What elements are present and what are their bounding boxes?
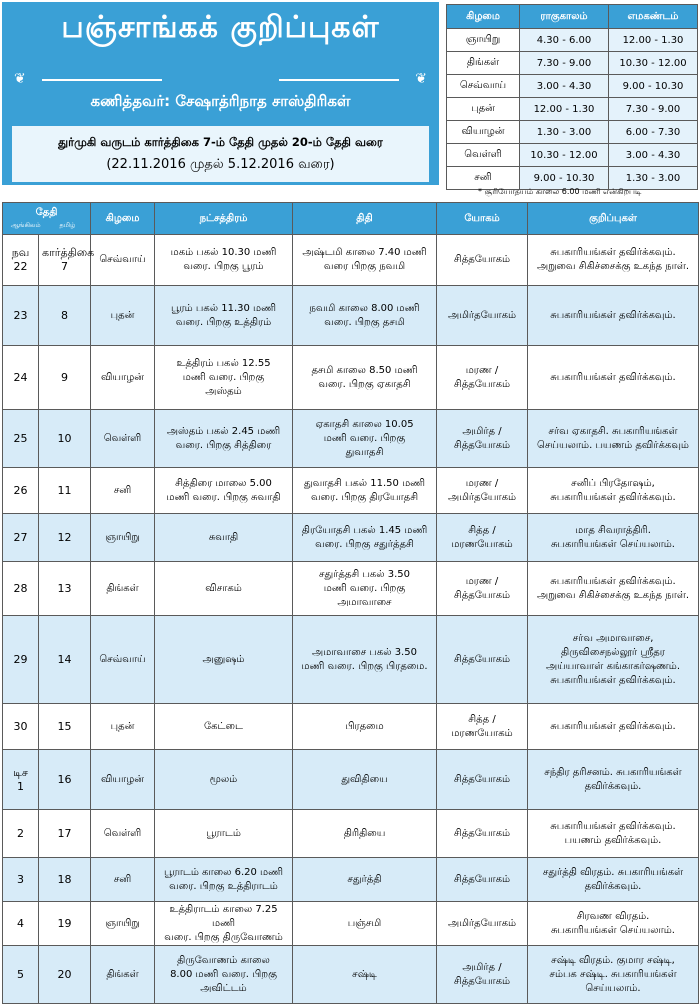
tithi-cell: அமாவாசை பகல் 3.50 மணி வரை. பிறகு பிரதமை. — [293, 616, 437, 704]
table-row — [447, 121, 698, 144]
day-cell: வியாழன் — [91, 750, 155, 810]
tithi-cell: நவமி காலை 8.00 மணி வரை. பிறகு தசமி — [293, 286, 437, 346]
english-date-cell: 29 — [3, 616, 39, 704]
ema-cell: 9.00 - 10.30 — [609, 75, 698, 98]
table-row — [447, 29, 698, 52]
table-row — [3, 616, 699, 704]
english-date-cell: 4 — [3, 902, 39, 946]
yogam-cell: அமிர்தயோகம் — [437, 902, 528, 946]
tamil-date-cell: 19 — [39, 902, 91, 946]
yogam-cell: அமிர்த / சித்தயோகம் — [437, 946, 528, 1004]
rahu-cell: 7.30 - 9.00 — [520, 52, 609, 75]
yogam-cell: மரண / அமிர்தயோகம் — [437, 468, 528, 514]
tamil-date-cell: 16 — [39, 750, 91, 810]
tamil-date-cell: 9 — [39, 346, 91, 410]
header-rahu: ராகுகாலம் — [520, 5, 609, 29]
english-date-cell: 28 — [3, 562, 39, 616]
tithi-cell: திரயோதசி பகல் 1.45 மணி வரை. பிறகு சதுர்த்தசி — [293, 514, 437, 562]
tithi-cell: துவாதசி பகல் 11.50 மணி வரை. பிறகு திரயோதசி — [293, 468, 437, 514]
english-date-cell: நவ 22 — [3, 235, 39, 286]
tithi-cell: சதுர்த்தி — [293, 858, 437, 902]
star-cell: அஸ்தம் பகல் 2.45 மணி வரை. பிறகு சித்திரை — [155, 410, 293, 468]
tamil-date-cell: 8 — [39, 286, 91, 346]
ema-cell: 10.30 - 12.00 — [609, 52, 698, 75]
notes-cell: சர்வ ஏகாதசி. சுபகாரியங்கள் செய்யலாம். பயணம் தவிர்க்கவும் — [528, 410, 699, 468]
tamil-date-cell: கார்த்திகை 7 — [39, 235, 91, 286]
table-row — [3, 286, 699, 346]
yogam-cell: சித்தயோகம் — [437, 235, 528, 286]
tithi-cell: துவிதியை — [293, 750, 437, 810]
day-cell: வியாழன் — [447, 121, 520, 144]
day-cell: வியாழன் — [91, 346, 155, 410]
rahu-cell: 1.30 - 3.00 — [520, 121, 609, 144]
date-range-box — [12, 126, 429, 182]
rahu-cell: 12.00 - 1.30 — [520, 98, 609, 121]
header-day: கிழமை — [91, 203, 155, 235]
tithi-cell: தசமி காலை 8.50 மணி வரை. பிறகு ஏகாதசி — [293, 346, 437, 410]
english-date-cell: 25 — [3, 410, 39, 468]
tamil-date-cell: 18 — [39, 858, 91, 902]
day-cell: சனி — [91, 468, 155, 514]
tamil-date-cell: 12 — [39, 514, 91, 562]
rahu-header-row — [447, 5, 698, 29]
yogam-cell: சித்த / மரணயோகம் — [437, 514, 528, 562]
english-date-cell: 26 — [3, 468, 39, 514]
header-notes: குறிப்புகள் — [528, 203, 699, 235]
flourish-right-icon: ❦ — [415, 71, 427, 87]
day-cell: திங்கள் — [91, 946, 155, 1004]
english-date-range: (22.11.2016 முதல் 5.12.2016 வரை) — [106, 157, 335, 172]
yogam-cell: அமிர்த / சித்தயோகம் — [437, 410, 528, 468]
header-date-ta: தமிழ் — [59, 221, 76, 229]
table-row — [3, 235, 699, 286]
divider — [279, 79, 399, 81]
tamil-date-cell: 20 — [39, 946, 91, 1004]
notes-cell: சுபகாரியங்கள் தவிர்க்கவும். — [528, 286, 699, 346]
notes-cell: சந்திர தரிசனம். சுபகாரியங்கள் தவிர்க்கவும். — [528, 750, 699, 810]
table-row — [3, 704, 699, 750]
tithi-cell: பிரதமை — [293, 704, 437, 750]
rahu-cell: 9.00 - 10.30 — [520, 167, 609, 190]
english-date-cell: 2 — [3, 810, 39, 858]
tamil-date-cell: 11 — [39, 468, 91, 514]
rahu-cell: 3.00 - 4.30 — [520, 75, 609, 98]
main-header-row — [3, 203, 699, 235]
notes-cell: சிரவண விரதம். சுபகாரியங்கள் செய்யலாம். — [528, 902, 699, 946]
yogam-cell: மரண / சித்தயோகம் — [437, 346, 528, 410]
header-date-label: தேதி — [35, 207, 58, 218]
star-cell: மூலம் — [155, 750, 293, 810]
star-cell: மகம் பகல் 10.30 மணி வரை. பிறகு பூரம் — [155, 235, 293, 286]
divider — [42, 79, 162, 81]
day-cell: ஞாயிறு — [447, 29, 520, 52]
yogam-cell: சித்த / மரணயோகம் — [437, 704, 528, 750]
table-row — [3, 750, 699, 810]
tamil-date-cell: 14 — [39, 616, 91, 704]
star-cell: சித்திரை மாலை 5.00 மணி வரை. பிறகு சுவாதி — [155, 468, 293, 514]
english-date-cell: 23 — [3, 286, 39, 346]
ema-cell: 3.00 - 4.30 — [609, 144, 698, 167]
tithi-cell: சஷ்டி — [293, 946, 437, 1004]
table-row — [3, 902, 699, 946]
notes-cell: சுபகாரியங்கள் தவிர்க்கவும். அறுவை சிகிச்சைக்கு உகந்த நாள். — [528, 235, 699, 286]
star-cell: உத்திராடம் காலை 7.25 மணி வரை. பிறகு திருவோணம் — [155, 902, 293, 946]
star-cell: பூராடம் காலை 6.20 மணி வரை. பிறகு உத்திராடம் — [155, 858, 293, 902]
header-tithi: திதி — [293, 203, 437, 235]
day-cell: வெள்ளி — [447, 144, 520, 167]
english-date-cell: 5 — [3, 946, 39, 1004]
star-cell: பூராடம் — [155, 810, 293, 858]
yogam-cell: மரண / சித்தயோகம் — [437, 562, 528, 616]
star-cell: திருவோணம் காலை 8.00 மணி வரை. பிறகு அவிட்டம் — [155, 946, 293, 1004]
english-date-cell: 30 — [3, 704, 39, 750]
day-cell: ஞாயிறு — [91, 514, 155, 562]
title-banner — [2, 2, 439, 185]
english-date-cell: டிச 1 — [3, 750, 39, 810]
english-date-cell: 3 — [3, 858, 39, 902]
header-yogam: யோகம் — [437, 203, 528, 235]
header-date-en: ஆங்கிலம் — [10, 221, 41, 229]
notes-cell: சதுர்த்தி விரதம். சுபகாரியங்கள் தவிர்க்கவும். — [528, 858, 699, 902]
yogam-cell: சித்தயோகம் — [437, 616, 528, 704]
star-cell: அனுஷம் — [155, 616, 293, 704]
day-cell: புதன் — [447, 98, 520, 121]
rahu-cell: 10.30 - 12.00 — [520, 144, 609, 167]
page-title: பஞ்சாங்கக் குறிப்புகள் — [61, 10, 380, 45]
day-cell: சனி — [91, 858, 155, 902]
tithi-cell: சதுர்த்தசி பகல் 3.50 மணி வரை. பிறகு அமாவாசை — [293, 562, 437, 616]
tamil-date-cell: 17 — [39, 810, 91, 858]
table-row — [3, 562, 699, 616]
english-date-cell: 27 — [3, 514, 39, 562]
english-date-cell: 24 — [3, 346, 39, 410]
header-day: கிழமை — [447, 5, 520, 29]
tamil-date-cell: 15 — [39, 704, 91, 750]
yogam-cell: சித்தயோகம் — [437, 858, 528, 902]
panchangam-table — [2, 202, 699, 1004]
table-row — [3, 858, 699, 902]
day-cell: ஞாயிறு — [91, 902, 155, 946]
sunrise-note: * சூரியோதயம் காலை 6.00 மணி என்கிறபடி — [478, 187, 642, 196]
header-date-sub — [3, 221, 90, 230]
day-cell: வெள்ளி — [91, 810, 155, 858]
notes-cell: சுபகாரியங்கள் தவிர்க்கவும். பயணம் தவிர்க்கவும். — [528, 810, 699, 858]
day-cell: திங்கள் — [447, 52, 520, 75]
day-cell: புதன் — [91, 286, 155, 346]
ema-cell: 6.00 - 7.30 — [609, 121, 698, 144]
tithi-cell: பஞ்சமி — [293, 902, 437, 946]
header-star: நட்சத்திரம் — [155, 203, 293, 235]
star-cell: விசாகம் — [155, 562, 293, 616]
panchangam-body — [3, 235, 699, 1004]
tithi-cell: அஷ்டமி காலை 7.40 மணி வரை பிறகு நவமி — [293, 235, 437, 286]
header-ema: எமகண்டம் — [609, 5, 698, 29]
notes-cell: சுபகாரியங்கள் தவிர்க்கவும். — [528, 704, 699, 750]
yogam-cell: சித்தயோகம் — [437, 750, 528, 810]
day-cell: புதன் — [91, 704, 155, 750]
ema-cell: 12.00 - 1.30 — [609, 29, 698, 52]
table-row — [447, 98, 698, 121]
day-cell: செவ்வாய் — [91, 235, 155, 286]
header-date — [3, 203, 91, 235]
tamil-date-cell: 10 — [39, 410, 91, 468]
tamil-date-cell: 13 — [39, 562, 91, 616]
tithi-cell: திரிதியை — [293, 810, 437, 858]
yogam-cell: அமிர்தயோகம் — [437, 286, 528, 346]
star-cell: கேட்டை — [155, 704, 293, 750]
table-row — [3, 468, 699, 514]
table-row — [3, 410, 699, 468]
star-cell: சுவாதி — [155, 514, 293, 562]
table-row — [447, 75, 698, 98]
tamil-date-range: துர்முகி வருடம் கார்த்திகை 7-ம் தேதி முதல் 20-ம் தேதி வரை — [58, 135, 383, 149]
day-cell: செவ்வாய் — [91, 616, 155, 704]
rahu-kalam-table — [446, 4, 698, 190]
table-row — [447, 144, 698, 167]
table-row — [3, 346, 699, 410]
notes-cell: சஷ்டி விரதம். குமார சஷ்டி, சம்பக சஷ்டி. சுபகாரியங்கள் செய்யலாம். — [528, 946, 699, 1004]
ema-cell: 1.30 - 3.00 — [609, 167, 698, 190]
star-cell: உத்திரம் பகல் 12.55 மணி வரை. பிறகு அஸ்தம் — [155, 346, 293, 410]
ema-cell: 7.30 - 9.00 — [609, 98, 698, 121]
notes-cell: சுபகாரியங்கள் தவிர்க்கவும். அறுவை சிகிச்சைக்கு உகந்த நாள். — [528, 562, 699, 616]
day-cell: செவ்வாய் — [447, 75, 520, 98]
table-row — [3, 946, 699, 1004]
day-cell: திங்கள் — [91, 562, 155, 616]
star-cell: பூரம் பகல் 11.30 மணி வரை. பிறகு உத்திரம் — [155, 286, 293, 346]
author-line: கணித்தவர்: சேஷாத்ரிநாத சாஸ்திரிகள் — [90, 92, 351, 110]
notes-cell: மாத சிவராத்திரி. சுபகாரியங்கள் செய்யலாம். — [528, 514, 699, 562]
tithi-cell: ஏகாதசி காலை 10.05 மணி வரை. பிறகு துவாதசி — [293, 410, 437, 468]
flourish-left-icon: ❦ — [14, 71, 26, 87]
table-row — [3, 514, 699, 562]
yogam-cell: சித்தயோகம் — [437, 810, 528, 858]
table-row — [447, 52, 698, 75]
notes-cell: சர்வ அமாவாசை, திருவிசைநல்லூர் ஸ்ரீதர அய்யாவாள் கங்காகர்ஷணம். சுபகாரியங்கள் தவிர்க்கவும். — [528, 616, 699, 704]
notes-cell: சனிப் பிரதோஷம், சுபகாரியங்கள் தவிர்க்கவும். — [528, 468, 699, 514]
notes-cell: சுபகாரியங்கள் தவிர்க்கவும். — [528, 346, 699, 410]
day-cell: வெள்ளி — [91, 410, 155, 468]
rahu-cell: 4.30 - 6.00 — [520, 29, 609, 52]
day-cell: சனி — [447, 167, 520, 190]
table-row — [3, 810, 699, 858]
